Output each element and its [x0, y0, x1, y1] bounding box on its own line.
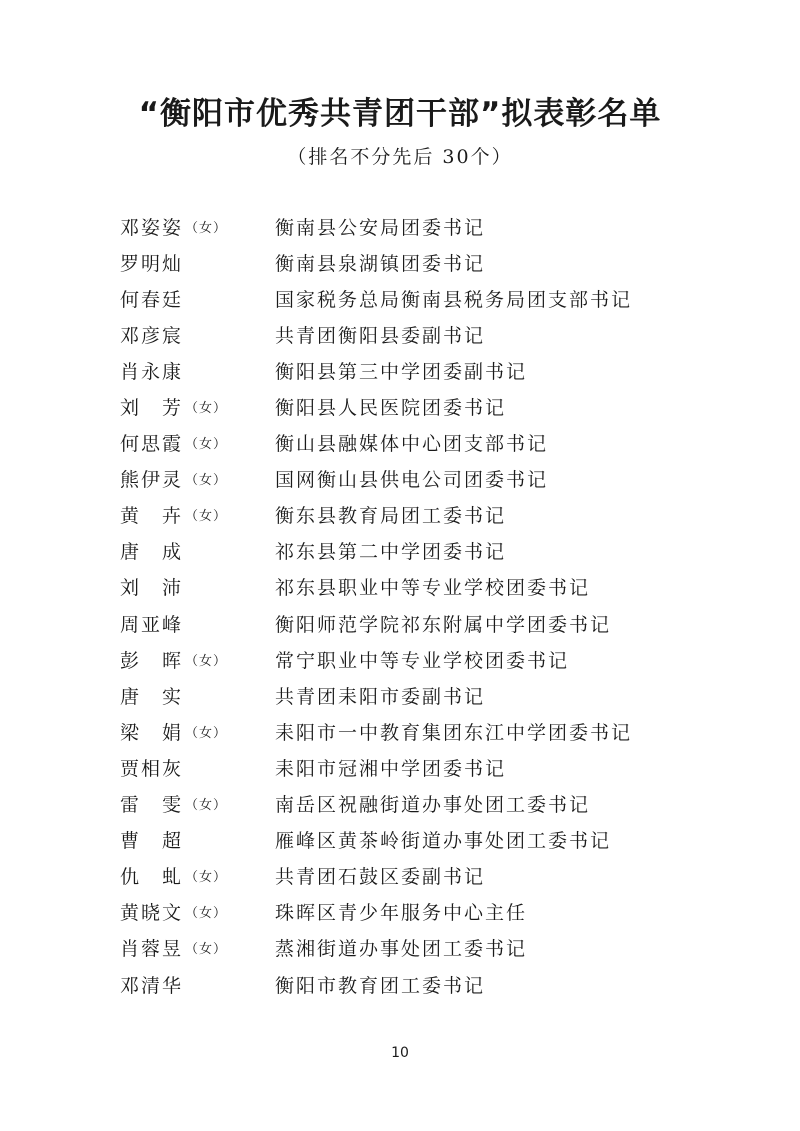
position-title: 珠晖区青少年服务中心主任	[275, 902, 528, 925]
person-name-cell	[120, 790, 275, 817]
person-name-cell	[120, 537, 275, 564]
list-item	[120, 388, 740, 424]
person-name: 邓姿姿	[120, 216, 184, 239]
person-name: 唐 成	[120, 541, 184, 564]
list-item	[120, 244, 740, 280]
person-name: 肖蓉昱	[120, 938, 184, 961]
position-title: 衡南县泉湖镇团委书记	[275, 252, 486, 275]
person-name: 彭 晖	[120, 649, 184, 672]
list-item	[120, 280, 740, 316]
position-title: 国网衡山县供电公司团委书记	[275, 469, 549, 492]
position-title: 衡阳市教育团工委书记	[275, 974, 486, 997]
list-item	[120, 677, 740, 713]
person-name: 刘 沛	[120, 577, 184, 600]
person-name-cell	[120, 429, 275, 456]
gender-note: （女）	[185, 725, 228, 741]
position-title: 耒阳市冠湘中学团委书记	[275, 757, 507, 780]
position-title: 祁东县职业中等专业学校团委书记	[275, 577, 591, 600]
person-name: 熊伊灵	[120, 469, 184, 492]
gender-note: （女）	[185, 437, 228, 453]
list-item	[120, 425, 740, 461]
gender-note: （女）	[185, 401, 228, 417]
position-title: 衡阳县人民医院团委书记	[275, 397, 507, 420]
list-item	[120, 641, 740, 677]
person-name-cell	[120, 862, 275, 889]
gender-note: （女）	[185, 942, 228, 958]
person-name: 雷 雯	[120, 794, 184, 817]
person-name: 周亚峰	[120, 613, 184, 636]
position-title: 衡南县公安局团委书记	[275, 216, 486, 239]
person-name-cell	[120, 573, 275, 600]
list-item	[120, 316, 740, 352]
person-name-cell	[120, 249, 275, 276]
position-title: 耒阳市一中教育集团东江中学团委书记	[275, 721, 633, 744]
position-title: 蒸湘街道办事处团工委书记	[275, 938, 528, 961]
list-item	[120, 352, 740, 388]
page-title: “衡阳市优秀共青团干部”拟表彰名单	[138, 96, 662, 132]
person-name-cell	[120, 826, 275, 853]
person-name: 黄 卉	[120, 505, 184, 528]
person-name: 刘 芳	[120, 397, 184, 420]
person-name-cell	[120, 718, 275, 745]
gender-note: （女）	[185, 653, 228, 669]
person-name-cell	[120, 934, 275, 961]
position-title: 衡东县教育局团工委书记	[275, 505, 507, 528]
person-name-cell	[120, 898, 275, 925]
person-name: 黄晓文	[120, 902, 184, 925]
list-item	[120, 822, 740, 858]
position-title: 雁峰区黄茶岭街道办事处团工委书记	[275, 830, 612, 853]
person-name-cell	[120, 213, 275, 240]
list-item	[120, 533, 740, 569]
position-title: 南岳区祝融街道办事处团工委书记	[275, 794, 591, 817]
person-name: 邓彦宸	[120, 324, 184, 347]
person-name-cell	[120, 357, 275, 384]
position-title: 衡山县融媒体中心团支部书记	[275, 433, 549, 456]
gender-note: （女）	[185, 220, 228, 236]
person-name-cell	[120, 646, 275, 673]
position-title: 共青团耒阳市委副书记	[275, 685, 486, 708]
person-name-cell	[120, 754, 275, 781]
person-name: 何思霞	[120, 433, 184, 456]
list-item	[120, 497, 740, 533]
list-item	[120, 569, 740, 605]
list-item	[120, 930, 740, 966]
person-name-cell	[120, 285, 275, 312]
list-item	[120, 713, 740, 749]
list-item	[120, 461, 740, 497]
honor-list	[120, 208, 740, 1002]
person-name: 罗明灿	[120, 252, 184, 275]
person-name-cell	[120, 465, 275, 492]
page-subtitle: （排名不分先后 30个）	[287, 146, 513, 168]
position-title: 共青团衡阳县委副书记	[275, 324, 486, 347]
list-item	[120, 749, 740, 785]
person-name: 邓清华	[120, 974, 184, 997]
person-name: 唐 实	[120, 685, 184, 708]
gender-note: （女）	[185, 906, 228, 922]
position-title: 衡阳师范学院祁东附属中学团委书记	[275, 613, 612, 636]
person-name-cell	[120, 501, 275, 528]
position-title: 衡阳县第三中学团委副书记	[275, 360, 528, 383]
person-name: 梁 娟	[120, 721, 184, 744]
list-item	[120, 966, 740, 1002]
person-name: 何春廷	[120, 288, 184, 311]
gender-note: （女）	[185, 509, 228, 525]
position-title: 常宁职业中等专业学校团委书记	[275, 649, 570, 672]
list-item	[120, 208, 740, 244]
list-item	[120, 786, 740, 822]
person-name: 贾相灰	[120, 757, 184, 780]
position-title: 祁东县第二中学团委书记	[275, 541, 507, 564]
person-name-cell	[120, 393, 275, 420]
position-title: 共青团石鼓区委副书记	[275, 866, 486, 889]
person-name-cell	[120, 321, 275, 348]
list-item	[120, 858, 740, 894]
gender-note: （女）	[185, 798, 228, 814]
list-item	[120, 605, 740, 641]
gender-note: （女）	[185, 473, 228, 489]
person-name-cell	[120, 610, 275, 637]
person-name: 曹 超	[120, 830, 184, 853]
person-name-cell	[120, 971, 275, 998]
person-name: 仇 虬	[120, 866, 184, 889]
list-item	[120, 894, 740, 930]
gender-note: （女）	[185, 870, 228, 886]
person-name: 肖永康	[120, 360, 184, 383]
person-name-cell	[120, 682, 275, 709]
position-title: 国家税务总局衡南县税务局团支部书记	[275, 288, 633, 311]
page-number: 10	[391, 1045, 409, 1061]
